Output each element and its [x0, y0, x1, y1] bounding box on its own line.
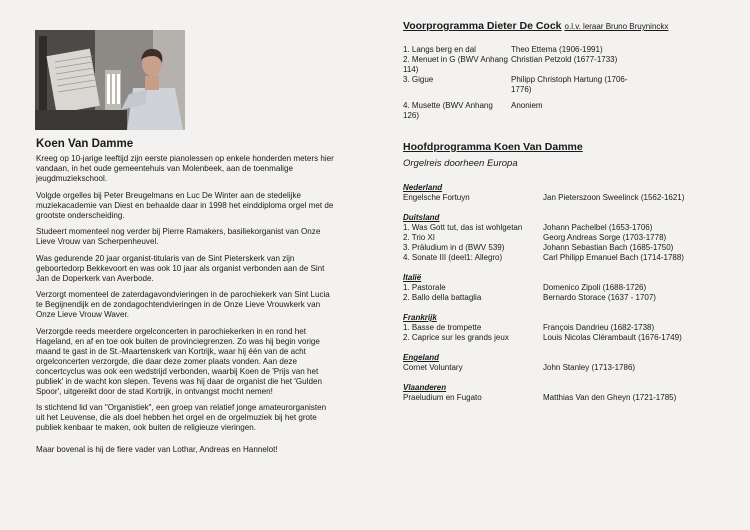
piece-title: Cornet Voluntary [403, 363, 463, 372]
piece-title: 3. Gigue [403, 75, 434, 84]
composer: Philipp Christoph Hartung (1706-1776) [511, 75, 628, 94]
voorprogramma-subtitle: o.l.v. leraar Bruno Bruyninckx [564, 22, 669, 31]
list-item [403, 393, 723, 403]
country-name: Italië [403, 273, 422, 282]
piece-title: 1. Pastorale [403, 283, 446, 292]
list-item [403, 283, 723, 293]
composer: Bernardo Storace (1637 - 1707) [543, 293, 656, 302]
country-group [403, 313, 723, 343]
list-item [403, 323, 723, 333]
composer: Georg Andreas Sorge (1703-1778) [543, 233, 667, 242]
composer: Johann Sebastian Bach (1685-1750) [543, 243, 674, 252]
piece-title: 4. Musette (BWV Anhang 126) [403, 101, 493, 120]
composer: Jan Pieterszoon Sweelinck (1562-1621) [543, 193, 685, 202]
piece-title: 2. Caprice sur les grands jeux [403, 333, 509, 342]
piece-title: 2. Trio XI [403, 233, 436, 242]
list-item [403, 101, 723, 121]
country-group [403, 183, 723, 203]
composer: Christian Petzold (1677-1733) [511, 55, 618, 64]
country-group [403, 353, 723, 373]
country-name: Engeland [403, 353, 440, 362]
country-name: Duitsland [403, 213, 440, 222]
bio-paragraph: Volgde orgelles bij Peter Breugelmans en Luc De Winter aan de stedelijke muziekacademie van Diest en behaalde daar in 1998 het einddiploma orgel met de grootste onderscheiding. [36, 190, 334, 220]
piece-title: 3. Präludium in d (BWV 539) [403, 243, 505, 252]
performer-name: Koen Van Damme [36, 138, 134, 150]
list-item [403, 45, 723, 55]
list-item [403, 253, 723, 263]
list-item [403, 223, 723, 233]
bio-closing: Maar bovenal is hij de fiere vader van Lothar, Andreas en Hannelot! [36, 445, 278, 454]
bio-paragraph: Verzorgt momenteel de zaterdagavondvieringen in de parochiekerk van Sint Lucia te Begijnendijk en de zondagochtendvieringen in de Onze Lieve Vrouwkerk van Onze Lieve Vrouw Waver. [36, 290, 330, 319]
bio-paragraph: Kreeg op 10-jarige leeftijd zijn eerste pianolessen op enkele honderden meters hier vandaan, in het oude gemeentehuis van Molenbeek, aan de toenmalige jeugdmuziekschool. [36, 154, 334, 183]
bio-paragraph: Is stichtend lid van "Organistiek", een groep van relatief jonge amateurorganisten uit het Leuvense, die als doel hebben het orgel en de orgelmuziek bij het grote publiek kenbaar te maken, ook buiten de religieuze vieringen. [36, 403, 327, 432]
composer: John Stanley (1713-1786) [543, 363, 636, 372]
composer: Louis Nicolas Clérambault (1676-1749) [543, 333, 682, 342]
composer: François Dandrieu (1682-1738) [543, 323, 655, 332]
country-name: Nederland [403, 183, 443, 192]
piece-title: 2. Ballo della battaglia [403, 293, 482, 302]
voorprogramma-title: Voorprogramma Dieter De Cock [403, 20, 562, 32]
composer: Domenico Zipoli (1688-1726) [543, 283, 647, 292]
list-item [403, 55, 723, 75]
hoofdprogramma-title: Hoofdprogramma Koen Van Damme [403, 141, 583, 153]
composer: Johann Pachelbel (1653-1706) [543, 223, 653, 232]
organist-photo-image [35, 30, 185, 130]
piece-title: 1. Basse de trompette [403, 323, 482, 332]
piece-title: Praeludium en Fugato [403, 393, 482, 402]
biography [36, 154, 336, 462]
list-item [403, 75, 723, 95]
voorprogramma-heading [403, 20, 723, 32]
bio-paragraph: Verzorgde reeds meerdere orgelconcerten in parochiekerken in en rond het Hageland, en af en toe ook buiten de provinciegrenzen. Zo was hij begin vorige maand te gast in de St.-Maartenskerk van Kortrijk, waar hij één van de acht orgelconcerten verzorgde, die daar deze zomer plaats vonden. Aan deze concertcyclus was ook een wedstrijd verbonden, waarbij Koen de 'Prijs van het publiek' in de wacht kon slepen. Tevens was hij daar de organist die het 'Gulden Spoor', uitgereikt door de stad Kortrijk, in ontvangst mocht nemen! [36, 326, 322, 396]
composer: Carl Philipp Emanuel Bach (1714-1788) [543, 253, 684, 262]
composer: Anoniem [511, 101, 543, 110]
country-name: Frankrijk [403, 313, 437, 322]
hoofdprogramma-subtitle: Orgelreis doorheen Europa [403, 158, 518, 169]
composer: Theo Ettema (1906-1991) [511, 45, 603, 54]
organist-photo [35, 30, 185, 130]
list-item [403, 293, 723, 303]
piece-title: 1. Was Gott tut, das ist wohlgetan [403, 223, 523, 232]
country-group [403, 273, 723, 303]
piece-title: Engelsche Fortuyn [403, 193, 470, 202]
list-item [403, 333, 723, 343]
voorprogramma-list [403, 45, 723, 121]
piece-title: 4. Sonate III (deel1: Allegro) [403, 253, 503, 262]
bio-paragraph: Was gedurende 20 jaar organist-titularis van de Sint Pieterskerk van zijn geboortedorp Bekkevoort en was ook 10 jaar als organist verbonden aan de Sint Jan de Doperkerk van Averbode. [36, 253, 325, 283]
program-column [403, 20, 723, 403]
list-item [403, 233, 723, 243]
composer: Matthias Van den Gheyn (1721-1785) [543, 393, 677, 402]
country-group [403, 213, 723, 263]
piece-title: 1. Langs berg en dal [403, 45, 476, 54]
list-item [403, 193, 723, 203]
list-item [403, 363, 723, 373]
country-group [403, 383, 723, 403]
country-name: Vlaanderen [403, 383, 447, 392]
piece-title: 2. Menuet in G (BWV Anhang 114) [403, 55, 508, 74]
bio-paragraph: Studeert momenteel nog verder bij Pierre Ramakers, basiliekorganist van Onze Lieve Vrouw van Scherpenheuvel. [36, 227, 321, 246]
list-item [403, 243, 723, 253]
hoofdprogramma-list [403, 183, 723, 403]
